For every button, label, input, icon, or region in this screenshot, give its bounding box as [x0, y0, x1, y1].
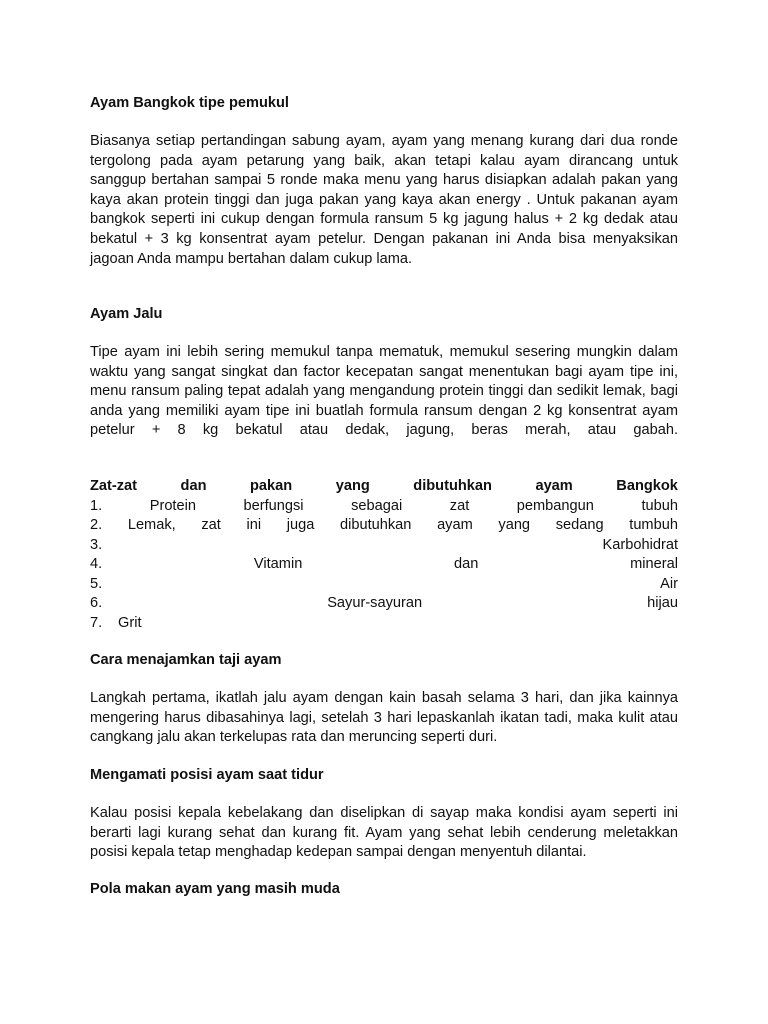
heading-posisi-tidur: Mengamati posisi ayam saat tidur	[90, 767, 324, 783]
list-word: ini	[246, 517, 262, 533]
paragraph-ayam-jalu: Tipe ayam ini lebih sering memukul tanpa mematuk, memukul sesering mungkin dalam waktu yang sangat singkat dan factor kecepatan sangat menentukan bagi ayam tipe ini, menu ransum paling tepat adalah yang mengandung protein tinggi dan sedikit lemak, bagi anda yang memiliki ayam tipe ini buatlah formula ransum dengan 2 kg konsentrat ayam petelur + 8 kg bekatul atau dedak, jagung, beras merah, atau gabah.	[90, 344, 678, 439]
heading-word: Bangkok	[616, 478, 678, 494]
list-word: dibutuhkan	[339, 517, 412, 533]
paragraph-posisi-tidur: Kalau posisi kepala kebelakang dan diselipkan di sayap maka kondisi ayam seperti ini berarti lagi kurang sehat dan kurang fit. Ayam yang sehat lebih cenderung meletakkan posisi kepala tetap menghadap kedepan sampai dengan menyentuh dilantai.	[90, 805, 678, 861]
list-item	[90, 614, 678, 634]
list-word: tubuh	[641, 498, 678, 514]
list-item	[90, 575, 678, 595]
heading-ayam-jalu: Ayam Jalu	[90, 306, 163, 322]
list-word: Protein	[149, 498, 196, 514]
list-word: hijau	[647, 595, 678, 611]
heading-word: ayam	[535, 478, 573, 494]
list-word: berfungsi	[243, 498, 304, 514]
paragraph-ayam-bangkok: Biasanya setiap pertandingan sabung ayam, ayam yang menang kurang dari dua ronde tergolong pada ayam petarung yang baik, akan tetapi kalau ayam dirancang untuk sanggup bertahan sampai 5 ronde maka menu yang harus disiapkan adalah pakan yang kaya akan protein tinggi dan juga pakan yang kaya akan energy . Untuk pakanan ayam bangkok seperti ini cukup dengan formula ransum 5 kg jagung halus + 2 kg dedak atau bekatul + 3 kg konsentrat ayam petelur. Dengan pakanan ini Anda bisa menyaksikan jagoan Anda mampu bertahan dalam cukup lama.	[90, 133, 678, 267]
list-word: juga	[286, 517, 315, 533]
list-number: 7.	[90, 615, 103, 631]
list-item	[90, 594, 678, 614]
list-item	[90, 555, 678, 575]
list-word: Sayur-sayuran	[327, 595, 423, 611]
heading-word: Zat-zat	[90, 478, 138, 494]
list-word: Vitamin	[253, 556, 303, 572]
list-word: ayam	[437, 517, 473, 533]
list-number: 1.	[90, 498, 103, 514]
list-number: 2.	[90, 517, 103, 533]
list-word: sebagai	[351, 498, 403, 514]
heading-zat-zat	[90, 477, 678, 497]
heading-ayam-bangkok: Ayam Bangkok tipe pemukul	[90, 95, 289, 111]
list-word: Grit	[118, 615, 142, 631]
list-word: pembangun	[516, 498, 594, 514]
list-word: tumbuh	[629, 517, 678, 533]
list-word: Karbohidrat	[602, 537, 678, 553]
list-word: yang	[498, 517, 531, 533]
list-word: zat	[201, 517, 221, 533]
list-item	[90, 536, 678, 556]
heading-word: pakan	[250, 478, 293, 494]
list-number: 5.	[90, 576, 103, 592]
heading-word: dan	[180, 478, 207, 494]
list-word: mineral	[630, 556, 678, 572]
list-word: sedang	[555, 517, 604, 533]
paragraph-taji: Langkah pertama, ikatlah jalu ayam dengan kain basah selama 3 hari, dan jika kainnya mengering harus dibasahinya lagi, setelah 3 hari lepaskanlah ikatan tadi, maka kulit atau cangkang jalu akan terkelupas rata dan meruncing seperti duri.	[90, 690, 678, 746]
list-word: dan	[454, 556, 479, 572]
list-item	[90, 497, 678, 517]
list-number: 6.	[90, 595, 103, 611]
heading-taji: Cara menajamkan taji ayam	[90, 652, 282, 668]
heading-word: yang	[335, 478, 370, 494]
list-word: zat	[449, 498, 470, 514]
list-number: 3.	[90, 537, 103, 553]
list-word: Lemak,	[127, 517, 176, 533]
list-number: 4.	[90, 556, 103, 572]
heading-pola-makan: Pola makan ayam yang masih muda	[90, 881, 340, 897]
list-item	[90, 516, 678, 536]
list-word: Air	[660, 576, 678, 592]
heading-word: dibutuhkan	[413, 478, 492, 494]
